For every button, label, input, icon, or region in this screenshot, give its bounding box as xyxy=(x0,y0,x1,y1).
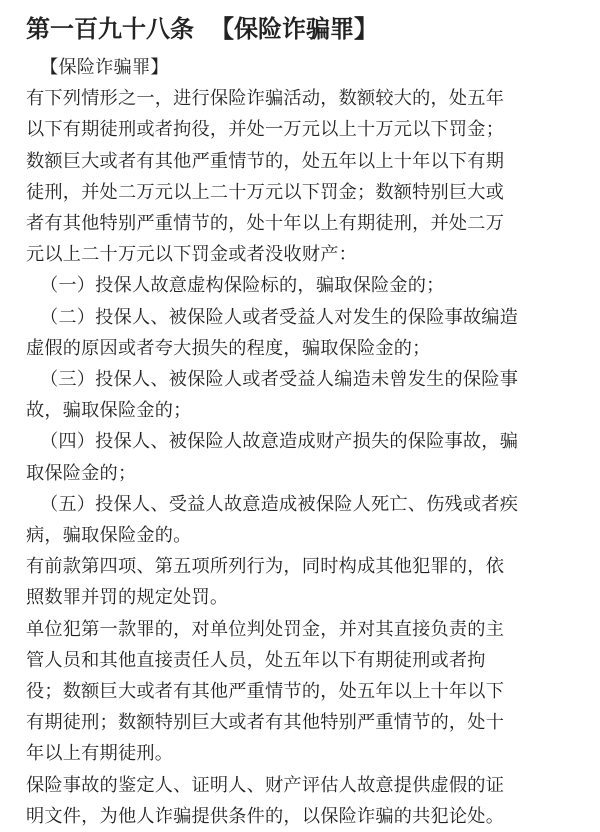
text-line: 徒刑，并处二万元以上二十万元以下罚金；数额特别巨大或 xyxy=(26,181,505,203)
article-title: 【保险诈骗罪】 xyxy=(210,15,378,43)
text-line: 单位犯第一款罪的，对单位判处罚金，并对其直接负责的主 xyxy=(26,618,505,640)
text-line: 元以上二十万元以下罚金或者没收财产： xyxy=(26,244,357,266)
text-line: 虚假的原因或者夸大损失的程度，骗取保险金的； xyxy=(26,337,431,359)
text-line: 病，骗取保险金的。 xyxy=(26,525,192,547)
text-line: 故，骗取保险金的； xyxy=(26,400,192,422)
text-line: （三）投保人、被保险人或者受益人编造未曾发生的保险事 xyxy=(40,369,519,391)
text-line: 役；数额巨大或者有其他严重情节的，处五年以上十年以下 xyxy=(26,681,505,703)
text-line: 保险事故的鉴定人、证明人、财产评估人故意提供虚假的证 xyxy=(26,774,505,796)
text-line: 照数罪并罚的规定处罚。 xyxy=(26,587,229,609)
text-line: 有下列情形之一，进行保险诈骗活动，数额较大的，处五年 xyxy=(26,88,505,110)
text-line: 以下有期徒刑或者拘役，并处一万元以上十万元以下罚金； xyxy=(26,119,505,141)
article-body xyxy=(26,52,578,832)
text-line: 取保险金的； xyxy=(26,462,137,484)
text-line: 管人员和其他直接责任人员，处五年以下有期徒刑或者拘 xyxy=(26,649,486,671)
article-number: 第一百九十八条 xyxy=(26,15,194,43)
text-line: 有前款第四项、第五项所列行为，同时构成其他犯罪的，依 xyxy=(26,556,505,578)
text-line: 者有其他特别严重情节的，处十年以上有期徒刑，并处二万 xyxy=(26,213,505,235)
text-line: 有期徒刑；数额特别巨大或者有其他特别严重情节的，处十 xyxy=(26,712,505,734)
text-line: （四）投保人、被保险人故意造成财产损失的保险事故，骗 xyxy=(40,431,519,453)
article-subtitle: 【保险诈骗罪】 xyxy=(40,57,169,78)
text-line: 年以上有期徒刑。 xyxy=(26,743,174,765)
text-line: 数额巨大或者有其他严重情节的，处五年以上十年以下有期 xyxy=(26,150,505,172)
article-heading xyxy=(26,12,578,46)
text-line: （二）投保人、被保险人或者受益人对发生的保险事故编造 xyxy=(40,306,519,328)
text-line: （一）投保人故意虚构保险标的，骗取保险金的； xyxy=(40,275,445,297)
text-line: （五）投保人、受益人故意造成被保险人死亡、伤残或者疾 xyxy=(40,493,519,515)
text-line: 明文件，为他人诈骗提供条件的，以保险诈骗的共犯论处。 xyxy=(26,805,505,827)
